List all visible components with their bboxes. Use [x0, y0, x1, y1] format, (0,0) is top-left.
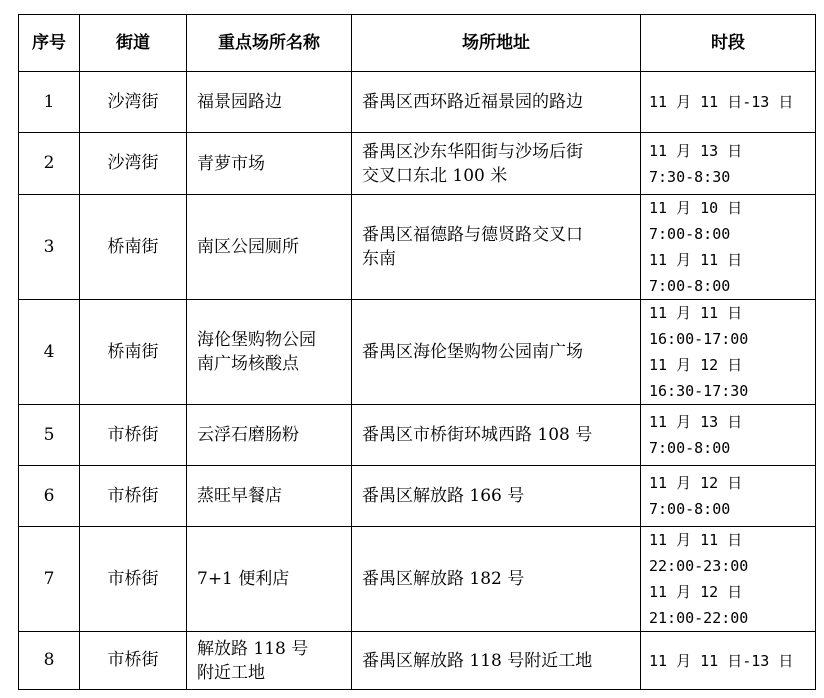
cell-number: 4	[19, 300, 80, 405]
cell-time-line: 16:30-17:30	[649, 382, 749, 400]
cell-place-name-line: 福景园路边	[197, 92, 282, 112]
cell-place-name	[187, 133, 352, 195]
cell-time	[641, 72, 816, 133]
table-row	[19, 72, 816, 133]
cell-time-line: 11 月 11 日-13 日	[649, 651, 794, 670]
cell-time	[641, 405, 816, 466]
cell-place-name	[187, 405, 352, 466]
cell-time-line: 11 月 11 日-13 日	[649, 93, 794, 111]
cell-place-name-line: 7+1 便利店	[197, 569, 290, 589]
cell-place-name	[187, 632, 352, 690]
cell-number: 6	[19, 466, 80, 527]
cell-place-name	[187, 466, 352, 527]
cell-address-line: 番禺区福德路与德贤路交叉口	[362, 225, 583, 245]
cell-number: 1	[19, 72, 80, 133]
cell-time	[641, 300, 816, 405]
cell-time	[641, 632, 816, 690]
cell-street: 桥南街	[80, 300, 187, 405]
cell-time-line: 7:00-8:00	[649, 277, 731, 295]
cell-time-line: 16:00-17:00	[649, 330, 749, 348]
cell-place-name-line: 云浮石磨肠粉	[197, 425, 299, 445]
table-row	[19, 195, 816, 300]
cell-street: 市桥街	[80, 466, 187, 527]
table-row	[19, 632, 816, 690]
cell-address-line: 番禺区市桥街环城西路 108 号	[362, 425, 593, 445]
table-row	[19, 300, 816, 405]
cell-address-line: 番禺区解放路 118 号附近工地	[362, 650, 593, 671]
cell-place-name-line: 青萝市场	[197, 153, 265, 174]
table-row	[19, 527, 816, 632]
cell-address	[352, 527, 641, 632]
cell-street: 桥南街	[80, 195, 187, 300]
header-street: 街道	[80, 15, 187, 72]
header-number: 序号	[19, 15, 80, 72]
cell-time-line: 11 月 12 日	[649, 583, 743, 601]
cell-time-line: 11 月 13 日	[649, 141, 743, 160]
cell-address	[352, 195, 641, 300]
cell-time-line: 7:00-8:00	[649, 439, 731, 457]
cell-number: 3	[19, 195, 80, 300]
cell-time	[641, 133, 816, 195]
table-row	[19, 133, 816, 195]
cell-place-name-line: 附近工地	[197, 662, 265, 683]
cell-time-line: 22:00-23:00	[649, 557, 749, 575]
cell-number: 5	[19, 405, 80, 466]
cell-time-line: 7:00-8:00	[649, 225, 731, 243]
cell-place-name-line: 南广场核酸点	[197, 354, 299, 374]
cell-time-line: 11 月 10 日	[649, 199, 743, 217]
venue-table	[18, 14, 816, 690]
cell-place-name-line: 蒸旺早餐店	[197, 486, 282, 506]
cell-address-line: 番禺区沙东华阳街与沙场后街	[362, 141, 583, 162]
header-row	[19, 15, 816, 72]
cell-address	[352, 466, 641, 527]
cell-time-line: 11 月 11 日	[649, 531, 743, 549]
header-time: 时段	[641, 15, 816, 72]
cell-number: 7	[19, 527, 80, 632]
cell-address-line: 番禺区海伦堡购物公园南广场	[362, 342, 583, 362]
cell-street: 市桥街	[80, 527, 187, 632]
cell-street: 沙湾街	[80, 72, 187, 133]
table-row	[19, 405, 816, 466]
cell-place-name	[187, 72, 352, 133]
cell-time	[641, 466, 816, 527]
cell-time-line: 11 月 12 日	[649, 356, 743, 374]
cell-address-line: 番禺区西环路近福景园的路边	[362, 92, 583, 112]
cell-time-line: 7:00-8:00	[649, 500, 731, 518]
cell-time-line: 7:30-8:30	[649, 167, 731, 186]
cell-address-line: 交叉口东北 100 米	[362, 165, 508, 186]
table-row	[19, 466, 816, 527]
cell-address-line: 番禺区解放路 182 号	[362, 569, 525, 589]
table-body	[19, 72, 816, 690]
cell-time-line: 11 月 11 日	[649, 251, 743, 269]
cell-address	[352, 405, 641, 466]
header-place-name: 重点场所名称	[187, 15, 352, 72]
cell-time-line: 11 月 11 日	[649, 304, 743, 322]
header-address: 场所地址	[352, 15, 641, 72]
cell-place-name-line: 海伦堡购物公园	[197, 330, 316, 350]
cell-address	[352, 632, 641, 690]
cell-address	[352, 300, 641, 405]
cell-address-line: 番禺区解放路 166 号	[362, 486, 525, 506]
cell-place-name-line: 解放路 118 号	[197, 638, 309, 659]
cell-address-line: 东南	[362, 249, 396, 269]
cell-place-name	[187, 527, 352, 632]
cell-street: 市桥街	[80, 405, 187, 466]
cell-address	[352, 72, 641, 133]
cell-time-line: 11 月 12 日	[649, 474, 743, 492]
cell-place-name	[187, 195, 352, 300]
cell-number: 2	[19, 133, 80, 195]
cell-street: 沙湾街	[80, 133, 187, 195]
cell-number: 8	[19, 632, 80, 690]
cell-place-name-line: 南区公园厕所	[197, 237, 299, 257]
cell-time-line: 21:00-22:00	[649, 609, 749, 627]
cell-time	[641, 527, 816, 632]
cell-place-name	[187, 300, 352, 405]
cell-time-line: 11 月 13 日	[649, 413, 743, 431]
cell-street: 市桥街	[80, 632, 187, 690]
cell-address	[352, 133, 641, 195]
cell-time	[641, 195, 816, 300]
